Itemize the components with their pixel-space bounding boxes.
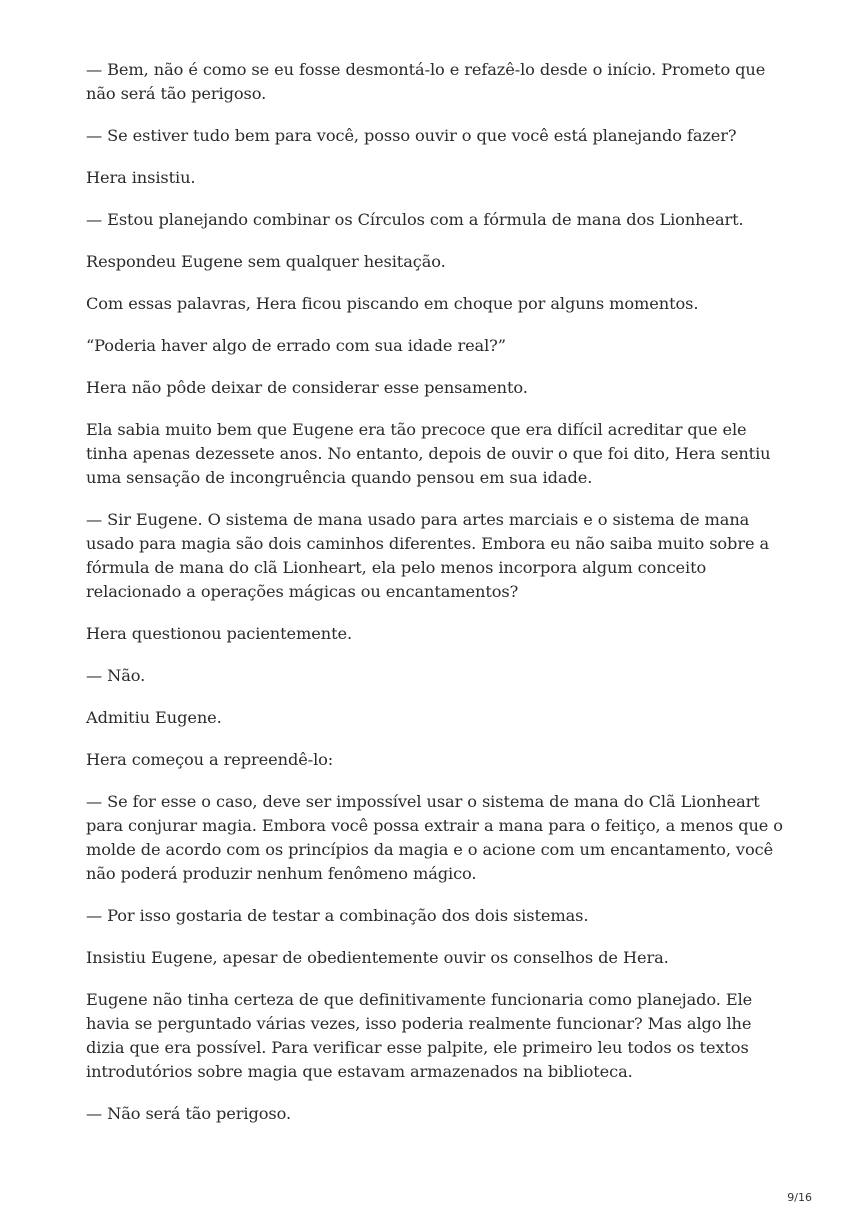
document-body [86, 58, 786, 1144]
paragraph: Eugene não tinha certeza de que definitivamente funcionaria como planejado. Ele havia se perguntado várias vezes, isso poderia realmente funcionar? Mas algo lhe dizia que era possível. Para verificar esse palpite, ele primeiro leu todos os textos introdutórios sobre magia que estavam armazenados na biblioteca. [86, 990, 753, 1081]
paragraph: Hera começou a repreendê-lo: [86, 750, 334, 769]
paragraph: — Se estiver tudo bem para você, posso ouvir o que você está planejando fazer? [86, 126, 737, 145]
paragraph: — Se for esse o caso, deve ser impossível usar o sistema de mana do Clã Lionheart para conjurar magia. Embora você possa extrair a mana para o feitiço, a menos que o molde de acordo com os princípios da magia e o acione com um encantamento, você não poderá produzir nenhum fenômeno mágico. [86, 792, 783, 883]
paragraph: Insistiu Eugene, apesar de obedientemente ouvir os conselhos de Hera. [86, 948, 669, 967]
paragraph: — Não. [86, 666, 146, 685]
paragraph: — Sir Eugene. O sistema de mana usado para artes marciais e o sistema de mana usado para magia são dois caminhos diferentes. Embora eu não saiba muito sobre a fórmula de mana do clã Lionheart, ela pelo menos incorpora algum conceito relacionado a operações mágicas ou encantamentos? [86, 510, 770, 601]
paragraph: “Poderia haver algo de errado com sua idade real?” [86, 336, 506, 355]
paragraph: — Estou planejando combinar os Círculos com a fórmula de mana dos Lionheart. [86, 210, 744, 229]
paragraph: Respondeu Eugene sem qualquer hesitação. [86, 252, 446, 271]
paragraph: Com essas palavras, Hera ficou piscando em choque por alguns momentos. [86, 294, 699, 313]
paragraph: Hera insistiu. [86, 168, 196, 187]
page-number: 9/16 [787, 1191, 812, 1204]
paragraph: — Bem, não é como se eu fosse desmontá-lo e refazê-lo desde o início. Prometo que não será tão perigoso. [86, 60, 766, 103]
paragraph: Hera não pôde deixar de considerar esse pensamento. [86, 378, 528, 397]
paragraph: Ela sabia muito bem que Eugene era tão precoce que era difícil acreditar que ele tinha apenas dezessete anos. No entanto, depois de ouvir o que foi dito, Hera sentiu uma sensação de incongruência quando pensou em sua idade. [86, 420, 771, 487]
paragraph: Hera questionou pacientemente. [86, 624, 353, 643]
paragraph: Admitiu Eugene. [86, 708, 222, 727]
paragraph: — Não será tão perigoso. [86, 1104, 291, 1123]
paragraph: — Por isso gostaria de testar a combinação dos dois sistemas. [86, 906, 589, 925]
